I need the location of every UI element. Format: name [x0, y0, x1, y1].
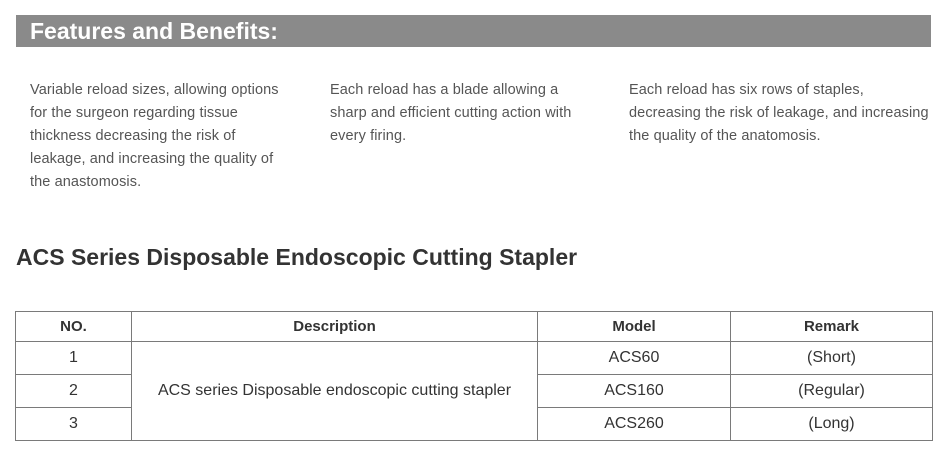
cell-model: ACS160 [538, 375, 731, 408]
features-heading: Features and Benefits: [30, 18, 278, 44]
cell-no: 3 [16, 408, 132, 441]
header-model: Model [538, 312, 731, 342]
cell-description: ACS series Disposable endoscopic cutting stapler [132, 342, 538, 441]
header-description: Description [132, 312, 538, 342]
cell-no: 1 [16, 342, 132, 375]
feature-text-blade: Each reload has a blade allowing a sharp and efficient cutting action with every firing. [330, 82, 572, 144]
cell-remark: (Short) [731, 342, 933, 375]
feature-text-reload-sizes: Variable reload sizes, allowing options for the surgeon regarding tissue thickness decreasing the risk of leakage, and increasing the quality of the anastomosis. [30, 82, 279, 190]
cell-remark: (Long) [731, 408, 933, 441]
table-row [16, 342, 933, 375]
cell-no: 2 [16, 375, 132, 408]
product-table [15, 311, 933, 441]
header-no: NO. [16, 312, 132, 342]
table-header-row [16, 312, 933, 342]
feature-text-staple-rows: Each reload has six rows of staples, decreasing the risk of leakage, and increasing the quality of the anatomosis. [629, 82, 929, 144]
header-remark: Remark [731, 312, 933, 342]
cell-model: ACS260 [538, 408, 731, 441]
product-heading: ACS Series Disposable Endoscopic Cutting Stapler [16, 244, 578, 270]
cell-remark: (Regular) [731, 375, 933, 408]
features-banner [16, 15, 931, 47]
cell-model: ACS60 [538, 342, 731, 375]
